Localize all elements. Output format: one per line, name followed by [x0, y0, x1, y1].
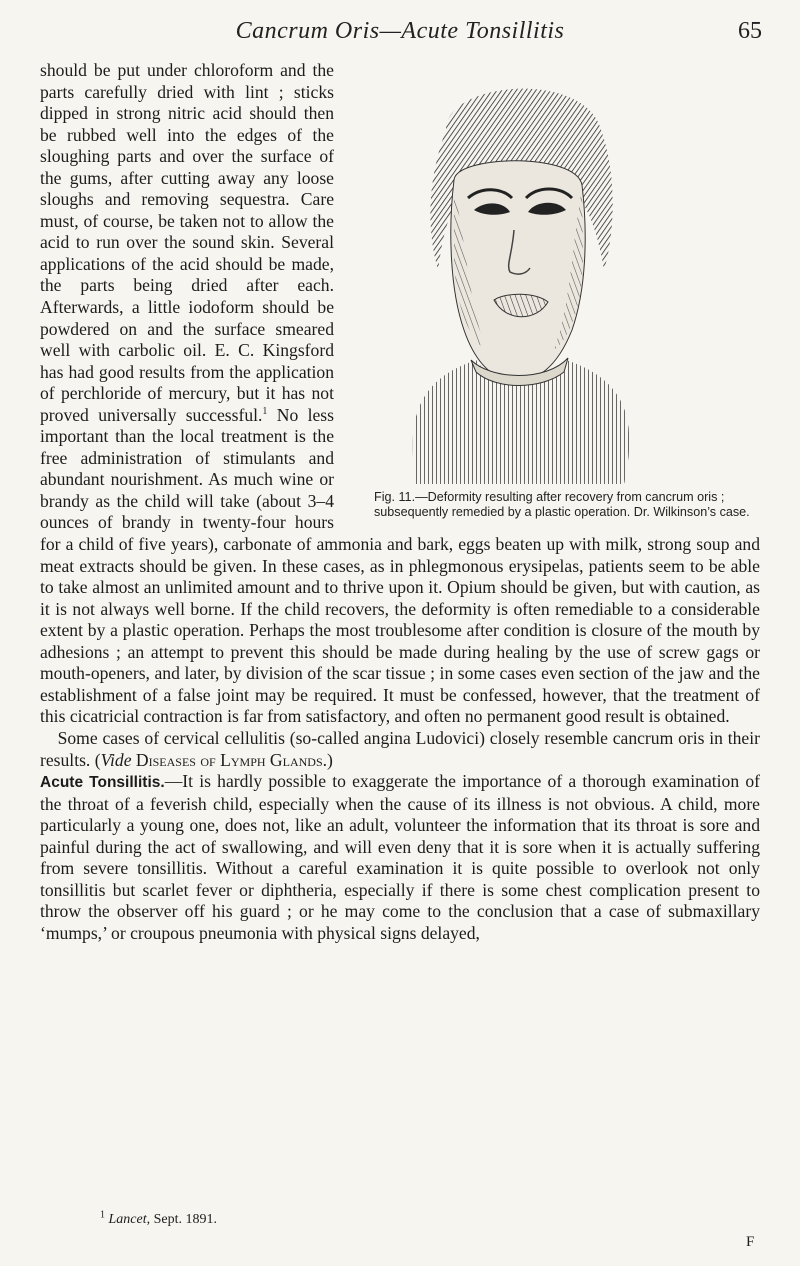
footnote-marker: 1 [262, 405, 268, 417]
paragraph-1-continued: No less important than the local treatment is the free administration of stimulants and abundant nourishment. As much wine or brandy as the child will take (about 3–4 ounces of brandy in twenty-four hours for a child of five years), carbonate of ammonia and bark, eggs beaten up with milk, strong soup and meat extracts should be given. In these cases, as in phlegmonous erysipelas, patients seem to be able to take almost an unlimited amount and to thrive upon it. Opium should be given, but with caution, as it is not always well borne. If the child recovers, the deformity is often remediable to a considerable extent by a plastic operation. Perhaps the most troublesome after condition is closure of the mouth by adhesions ; an attempt to prevent this should be made during healing by the use of screw gags or mouth-openers, and later, by division of the scar tissue ; in some cases even section of the jaw and the establishment of a false joint may be required. It must be confessed, however, that the treatment of this cicatricial contraction is far from satisfactory, and often no permanent good result is obtained. [40, 404, 760, 727]
paragraph-3-text: —It is hardly possible to exaggerate the importance of a thorough examination of the throat of a feverish child, especially when the cause of its illness is not obvious. A child, more particularly a young one, does not, like an adult, volunteer the information that its throat is sore and painful during the act of swallowing, and will even deny that it is sore when it is actually suffering from severe tonsillitis. Without a careful examination it is quite possible to overlook not only tonsillitis but scarlet fever or diphtheria, especially if there is some chest complication present to throw the observer off his guard ; or he may come to the conclusion that a case of submaxillary ‘mumps,’ or croupous pneumonia with physical signs delayed, [40, 771, 760, 943]
paragraph-2 [40, 728, 760, 771]
running-title: Cancrum Oris—Acute Tonsillitis [235, 18, 565, 44]
page-header [0, 18, 800, 48]
paragraph-1-text: should be put under chloroform and the parts carefully dried with lint ; sticks dipped in strong nitric acid should then be rubbed well into the edges of the sloughing parts and over the surface of the gums, after cutting away any loose sloughs and removing sequestra. Care must, of course, be taken not to allow the acid to run over the sound skin. Several applications of the acid should be made, the parts being dried after each. Afterwards, a little iodoform should be powdered on and the surface smeared well with carbolic oil. E. C. Kingsford has had good results from the application of perchloride of mercury, but it has not proved universally successful. [40, 60, 334, 425]
paragraph-2-text: Some cases of cervical cellulitis (so-called angina Ludovici) closely resemble cancrum oris in their results. ( [40, 727, 760, 770]
paragraph-3 [40, 771, 760, 944]
section-heading: Acute Tonsillitis. [40, 774, 165, 792]
page-number: 65 [738, 18, 762, 44]
body-text [40, 60, 760, 944]
vide-term: Vide [100, 749, 132, 770]
cross-reference: Diseases of Lymph Glands. [131, 749, 328, 770]
figure-caption: Fig. 11.—Deformity resulting after recovery from cancrum oris ; subsequently remedied by a plastic operation. Dr. Wilkinson’s case. [374, 490, 750, 519]
figure-11 [348, 60, 760, 530]
footnote-source: Lancet [108, 1212, 147, 1227]
footnote-number: 1 [100, 1209, 105, 1221]
footnote-detail: , Sept. 1891. [146, 1212, 217, 1227]
footnote [100, 1209, 217, 1228]
engraving-illustration [376, 60, 656, 484]
signature-mark: F [746, 1234, 755, 1250]
paragraph-2-close: ) [327, 749, 333, 770]
